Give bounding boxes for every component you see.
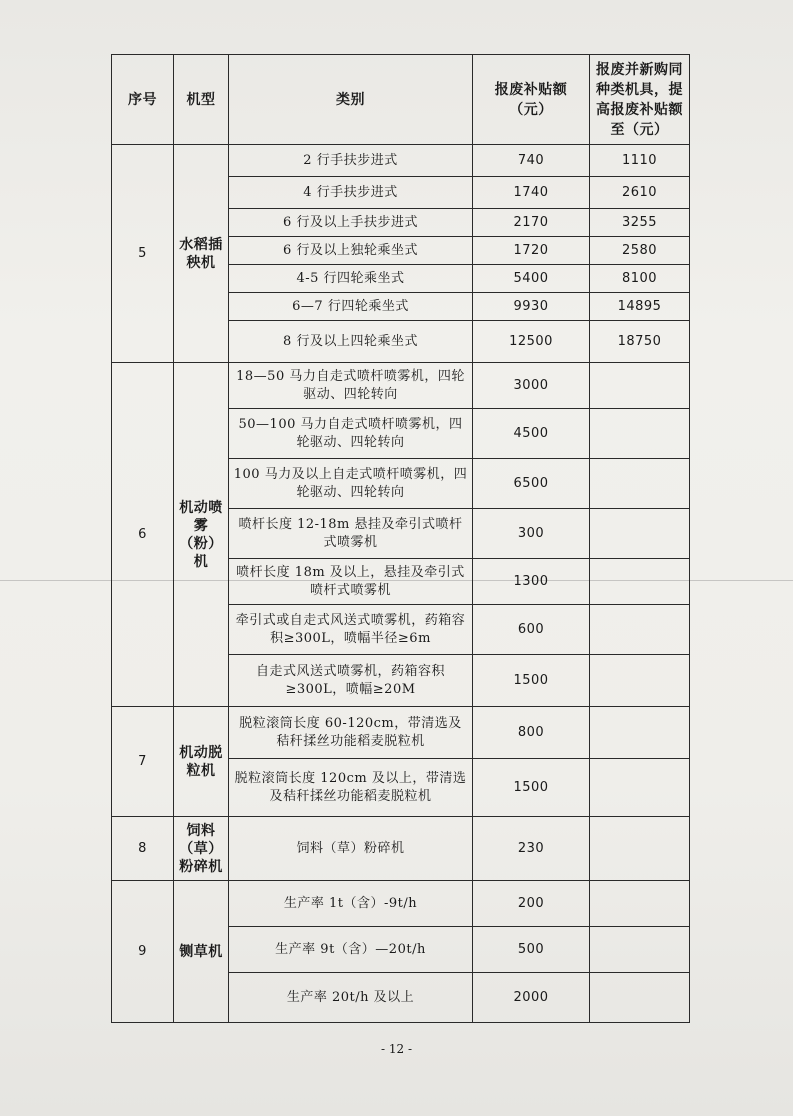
model-cell: 饲料（草）粉碎机 [174, 817, 229, 881]
raised-cell: 14895 [590, 293, 690, 321]
header-model: 机型 [174, 55, 229, 145]
category-cell: 自走式风送式喷雾机，药箱容积≥300L，喷幅≥20M [229, 655, 473, 707]
category-cell: 4 行手扶步进式 [229, 177, 473, 209]
raised-cell [590, 409, 690, 459]
subsidy-cell: 12500 [473, 321, 590, 363]
table-header-row [112, 55, 690, 145]
subsidy-cell: 500 [473, 927, 590, 973]
raised-cell: 18750 [590, 321, 690, 363]
category-cell: 牵引式或自走式风送式喷雾机，药箱容积≥300L，喷幅半径≥6m [229, 605, 473, 655]
subsidy-cell: 300 [473, 509, 590, 559]
raised-cell [590, 817, 690, 881]
category-cell: 喷杆长度 12-18m 悬挂及牵引式喷杆式喷雾机 [229, 509, 473, 559]
category-cell: 50—100 马力自走式喷杆喷雾机，四轮驱动、四轮转向 [229, 409, 473, 459]
category-cell: 100 马力及以上自走式喷杆喷雾机，四轮驱动、四轮转向 [229, 459, 473, 509]
raised-cell [590, 459, 690, 509]
subsidy-cell: 9930 [473, 293, 590, 321]
category-cell: 生产率 9t（含）—20t/h [229, 927, 473, 973]
category-cell: 6—7 行四轮乘坐式 [229, 293, 473, 321]
category-cell: 18—50 马力自走式喷杆喷雾机，四轮驱动、四轮转向 [229, 363, 473, 409]
raised-cell: 2580 [590, 237, 690, 265]
category-cell: 4-5 行四轮乘坐式 [229, 265, 473, 293]
raised-cell: 2610 [590, 177, 690, 209]
subsidy-cell: 3000 [473, 363, 590, 409]
subsidy-cell: 740 [473, 145, 590, 177]
raised-cell [590, 509, 690, 559]
subsidy-cell: 200 [473, 881, 590, 927]
category-cell: 2 行手扶步进式 [229, 145, 473, 177]
model-cell: 水稻插秧机 [174, 145, 229, 363]
model-cell: 机动喷雾（粉）机 [174, 363, 229, 707]
subsidy-cell: 1500 [473, 759, 590, 817]
subsidy-cell: 1300 [473, 559, 590, 605]
subsidy-cell: 6500 [473, 459, 590, 509]
subsidy-cell: 600 [473, 605, 590, 655]
raised-cell [590, 881, 690, 927]
subsidy-cell: 800 [473, 707, 590, 759]
category-cell: 8 行及以上四轮乘坐式 [229, 321, 473, 363]
raised-cell [590, 363, 690, 409]
raised-cell: 1110 [590, 145, 690, 177]
subsidy-cell: 1740 [473, 177, 590, 209]
raised-cell [590, 973, 690, 1023]
raised-cell [590, 927, 690, 973]
page-number: - 12 - [380, 1042, 412, 1056]
category-cell: 饲料（草）粉碎机 [229, 817, 473, 881]
raised-cell [590, 559, 690, 605]
seq-cell: 5 [112, 145, 174, 363]
category-cell: 生产率 20t/h 及以上 [229, 973, 473, 1023]
table-row [112, 817, 690, 881]
model-cell: 机动脱粒机 [174, 707, 229, 817]
raised-cell [590, 759, 690, 817]
category-cell: 脱粒滚筒长度 120cm 及以上，带清选及秸秆揉丝功能稻麦脱粒机 [229, 759, 473, 817]
category-cell: 6 行及以上独轮乘坐式 [229, 237, 473, 265]
subsidy-cell: 4500 [473, 409, 590, 459]
header-seq: 序号 [112, 55, 174, 145]
subsidy-cell: 2000 [473, 973, 590, 1023]
table-row [112, 363, 690, 409]
table-row [112, 707, 690, 759]
header-category: 类别 [229, 55, 473, 145]
seq-cell: 9 [112, 881, 174, 1023]
raised-cell [590, 605, 690, 655]
subsidy-cell: 1500 [473, 655, 590, 707]
table-row [112, 145, 690, 177]
subsidy-cell: 5400 [473, 265, 590, 293]
subsidy-cell: 2170 [473, 209, 590, 237]
table-row [112, 881, 690, 927]
seq-cell: 7 [112, 707, 174, 817]
subsidy-table [111, 54, 690, 1023]
category-cell: 生产率 1t（含）-9t/h [229, 881, 473, 927]
category-cell: 喷杆长度 18m 及以上，悬挂及牵引式喷杆式喷雾机 [229, 559, 473, 605]
header-subsidy: 报废补贴额（元） [473, 55, 590, 145]
category-cell: 6 行及以上手扶步进式 [229, 209, 473, 237]
subsidy-cell: 1720 [473, 237, 590, 265]
raised-cell [590, 707, 690, 759]
header-raised-subsidy: 报废并新购同种类机具，提高报废补贴额至（元） [590, 55, 690, 145]
raised-cell [590, 655, 690, 707]
subsidy-cell: 230 [473, 817, 590, 881]
seq-cell: 8 [112, 817, 174, 881]
raised-cell: 8100 [590, 265, 690, 293]
seq-cell: 6 [112, 363, 174, 707]
category-cell: 脱粒滚筒长度 60-120cm，带清选及秸秆揉丝功能稻麦脱粒机 [229, 707, 473, 759]
model-cell: 铡草机 [174, 881, 229, 1023]
raised-cell: 3255 [590, 209, 690, 237]
